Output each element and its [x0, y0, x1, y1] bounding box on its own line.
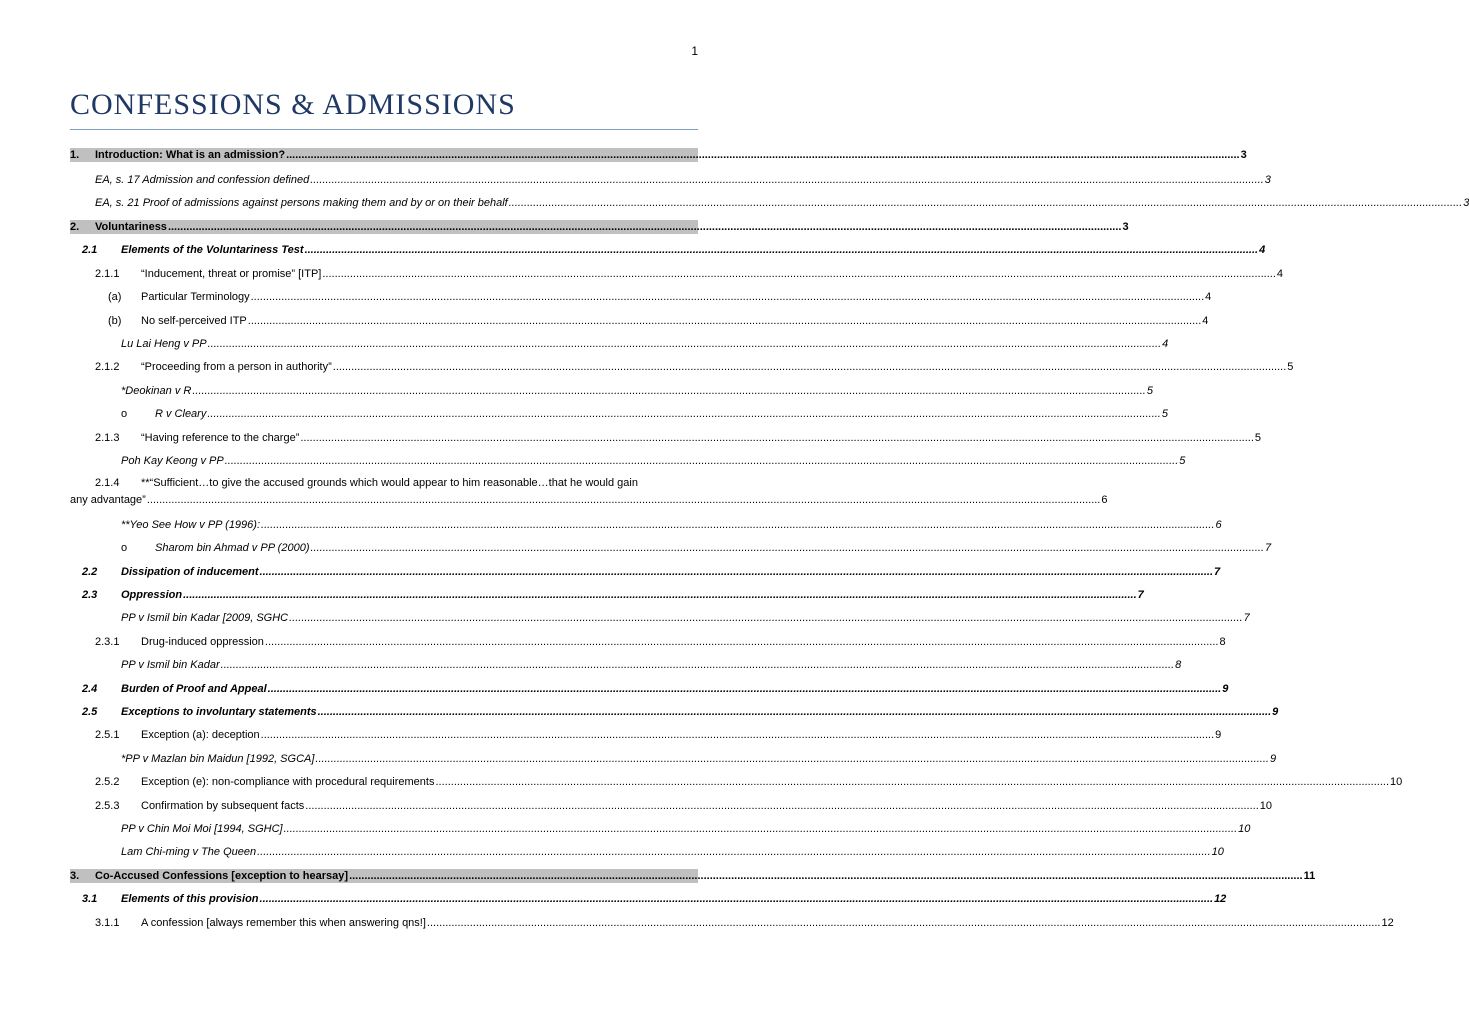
toc-entry-text: any advantage” — [70, 494, 146, 506]
toc-leader-dots — [315, 752, 1269, 766]
toc-entry-number: (b) — [108, 315, 122, 327]
toc-entry[interactable] — [70, 360, 1294, 374]
toc-entry-text: PP v Ismil bin Kadar — [121, 659, 220, 671]
toc-leader-dots — [435, 775, 1389, 789]
toc-entry-text: Exception (a): deception — [141, 729, 260, 741]
toc-entry-page: 4 — [1205, 291, 1212, 303]
toc-entry-number: 2.1 — [82, 244, 98, 256]
toc-entry[interactable] — [70, 752, 1277, 766]
toc-entry-page: 10 — [1238, 823, 1251, 835]
toc-entry-number: 2.3 — [82, 589, 98, 601]
toc-entry-number: 2.1.1 — [95, 268, 120, 280]
toc-leader-dots — [260, 892, 1214, 906]
toc-entry-text: Burden of Proof and Appeal — [121, 683, 267, 695]
toc-entry-page: 5 — [1254, 432, 1262, 444]
toc-entry[interactable] — [70, 565, 1221, 579]
toc-leader-dots — [284, 822, 1238, 836]
toc-entry-page: 7 — [1243, 612, 1250, 624]
toc-entry-page: 7 — [1265, 542, 1272, 554]
toc-entry-text: Exception (e): non-compliance with procedural requirements — [141, 776, 435, 788]
toc-entry[interactable] — [70, 173, 1271, 187]
toc-entry[interactable] — [70, 892, 1227, 906]
toc-entry-page: 4 — [1162, 338, 1169, 350]
toc-entry-text: Elements of this provision — [121, 893, 259, 905]
toc-entry-text: Poh Kay Keong v PP — [121, 455, 224, 467]
toc-entry-line — [95, 475, 698, 492]
toc-entry-page: 7 — [1214, 566, 1221, 578]
toc-entry-page: 9 — [1272, 706, 1279, 718]
toc-entry-line — [70, 492, 1108, 509]
toc-entry-text: EA, s. 17 Admission and confession defined — [95, 174, 310, 186]
toc-entry-page: 8 — [1175, 659, 1182, 671]
toc-entry-page: 12 — [1381, 917, 1394, 929]
toc-leader-dots — [305, 799, 1259, 813]
toc-entry-text: A confession [always remember this when answering qns!] — [141, 917, 426, 929]
toc-leader-dots — [305, 243, 1259, 257]
toc-leader-dots — [268, 682, 1222, 696]
toc-entry-number: 2.4 — [82, 683, 98, 695]
toc-entry-page: 10 — [1211, 846, 1224, 858]
toc-entry-number: o — [121, 542, 128, 554]
toc-entry-text: “Proceeding from a person in authority” — [141, 361, 332, 373]
toc-entry-page: 5 — [1161, 408, 1168, 420]
toc-entry[interactable] — [70, 290, 1212, 304]
toc-leader-dots — [257, 845, 1211, 859]
toc-entry[interactable] — [70, 611, 1250, 625]
toc-entry[interactable] — [70, 775, 1403, 789]
toc-entry-page: 10 — [1259, 800, 1273, 812]
toc-leader-dots — [289, 611, 1243, 625]
toc-entry-text: Co-Accused Confessions [exception to hearsay] — [95, 870, 349, 882]
toc-entry[interactable] — [70, 845, 1224, 859]
toc-entry-page: 5 — [1146, 385, 1153, 397]
toc-entry-number: 2.5.2 — [95, 776, 120, 788]
toc-leader-dots — [333, 360, 1287, 374]
toc-entry-text: Confirmation by subsequent facts — [141, 800, 305, 812]
toc-entry-number: 2. — [70, 221, 80, 233]
toc-leader-dots — [183, 588, 1137, 602]
toc-entry[interactable] — [70, 267, 1284, 281]
toc-entry-page: 5 — [1179, 455, 1186, 467]
toc-entry-text: Oppression — [121, 589, 183, 601]
toc-entry-text: EA, s. 21 Proof of admissions against persons making them and by or on their behalf — [95, 197, 508, 209]
toc-entry-page: 5 — [1287, 361, 1294, 373]
toc-leader-dots — [349, 869, 1303, 883]
toc-entry-text: Exceptions to involuntary statements — [121, 706, 317, 718]
toc-entry-page: 7 — [1137, 589, 1144, 601]
toc-entry-text: PP v Chin Moi Moi [1994, SGHC] — [121, 823, 283, 835]
toc-entry[interactable] — [70, 384, 1153, 398]
toc-entry-page: 4 — [1259, 244, 1266, 256]
toc-entry[interactable] — [70, 407, 1168, 421]
toc-entry[interactable] — [70, 337, 1169, 351]
toc-entry[interactable] — [70, 682, 1229, 696]
toc-entry[interactable] — [70, 588, 1144, 602]
toc-entry-text: R v Cleary — [155, 408, 207, 420]
toc-entry-text: Elements of the Voluntariness Test — [121, 244, 304, 256]
toc-entry-number: 3. — [70, 870, 80, 882]
toc-entry-text: Sharom bin Ahmad v PP (2000) — [155, 542, 310, 554]
toc-entry-text: Lam Chi-ming v The Queen — [121, 846, 257, 858]
toc-entry-number: 2.5.3 — [95, 800, 120, 812]
toc-leader-dots — [318, 705, 1272, 719]
toc-leader-dots — [208, 337, 1162, 351]
toc-entry-text: Voluntariness — [95, 221, 167, 233]
toc-entry-text: *Deokinan v R — [121, 385, 192, 397]
toc-entry-page: 3 — [1463, 197, 1469, 209]
toc-entry-page: 3 — [1264, 174, 1271, 186]
toc-leader-dots — [300, 431, 1254, 445]
toc-entry[interactable] — [70, 658, 1182, 672]
toc-leader-dots — [221, 658, 1175, 672]
toc-entry-text: **“Sufficient…to give the accused grounds which would appear to him reasonable…that he would gain — [141, 477, 638, 489]
toc-entry-number: 2.1.2 — [95, 361, 120, 373]
toc-leader-dots — [207, 407, 1161, 421]
toc-entry-page: 11 — [1303, 870, 1316, 882]
toc-entry-number: 3.1 — [82, 893, 98, 905]
toc-entry-number: 2.1.4 — [95, 477, 120, 489]
toc-leader-dots — [168, 220, 1122, 234]
toc-entry[interactable] — [70, 314, 1209, 328]
toc-entry[interactable] — [70, 454, 1186, 468]
toc-leader-dots — [248, 314, 1202, 328]
toc-entry-text: Introduction: What is an admission? — [95, 149, 286, 161]
page-number: 1 — [691, 44, 698, 58]
toc-entry-text: Lu Lai Heng v PP — [121, 338, 207, 350]
toc-entry[interactable] — [70, 431, 1262, 445]
toc-entry-page: 4 — [1276, 268, 1284, 280]
toc-entry[interactable] — [70, 518, 1222, 532]
toc-leader-dots — [427, 916, 1381, 930]
toc-entry-page: 9 — [1215, 729, 1222, 741]
toc-entry-page: 12 — [1214, 893, 1227, 905]
toc-leader-dots — [147, 492, 1101, 509]
toc-entry-page: 3 — [1240, 149, 1247, 161]
toc-entry[interactable] — [70, 541, 1272, 555]
toc-entry-text: *PP v Mazlan bin Maidun [1992, SGCA] — [121, 753, 315, 765]
toc-entry[interactable] — [70, 148, 1247, 162]
toc-entry[interactable] — [70, 475, 1108, 509]
toc-entry[interactable] — [70, 728, 1222, 742]
toc-leader-dots — [261, 518, 1215, 532]
toc-entry[interactable] — [70, 916, 1394, 930]
toc-entry-number: (a) — [108, 291, 122, 303]
toc-entry-text: Drug-induced oppression — [141, 636, 264, 648]
toc-entry-number: 2.1.3 — [95, 432, 120, 444]
toc-entry-text: No self-perceived ITP — [141, 315, 247, 327]
toc-entry[interactable] — [70, 635, 1226, 649]
toc-entry[interactable] — [70, 869, 1316, 883]
toc-entry-text: “Having reference to the charge” — [141, 432, 300, 444]
toc-entry-number: o — [121, 408, 128, 420]
toc-entry[interactable] — [70, 705, 1279, 719]
toc-entry-number: 2.3.1 — [95, 636, 120, 648]
toc-entry[interactable] — [70, 220, 1129, 234]
toc-entry-page: 8 — [1219, 636, 1226, 648]
toc-entry-text: Particular Terminology — [141, 291, 250, 303]
toc-entry[interactable] — [70, 822, 1251, 836]
toc-entry-page: 9 — [1269, 753, 1277, 765]
toc-entry-page: 10 — [1390, 776, 1403, 788]
toc-entry-page: 6 — [1101, 494, 1108, 506]
toc-leader-dots — [192, 384, 1146, 398]
toc-leader-dots — [260, 565, 1214, 579]
toc-entry-number: 2.5.1 — [95, 729, 120, 741]
toc-leader-dots — [509, 196, 1463, 210]
toc-entry-text: **Yeo See How v PP (1996): — [121, 519, 261, 531]
toc-leader-dots — [310, 173, 1264, 187]
toc-entry-number: 3.1.1 — [95, 917, 120, 929]
toc-leader-dots — [310, 541, 1264, 555]
toc-leader-dots — [225, 454, 1179, 468]
toc-entry-number: 1. — [70, 149, 80, 161]
toc-entry-number: 2.5 — [82, 706, 98, 718]
toc-leader-dots — [322, 267, 1276, 281]
toc-leader-dots — [286, 148, 1240, 162]
toc-entry[interactable] — [70, 196, 1469, 210]
toc-entry-page: 9 — [1222, 683, 1229, 695]
toc-entry-page: 3 — [1122, 221, 1129, 233]
document-title: CONFESSIONS & ADMISSIONS — [70, 88, 516, 121]
toc-leader-dots — [251, 290, 1205, 304]
toc-entry[interactable] — [70, 243, 1266, 257]
toc-entry-text: PP v Ismil bin Kadar [2009, SGHC — [121, 612, 289, 624]
toc-leader-dots — [261, 728, 1215, 742]
toc-entry-text: Dissipation of inducement — [121, 566, 259, 578]
toc-entry-number: 2.2 — [82, 566, 98, 578]
toc-entry-text: “Inducement, threat or promise” [ITP] — [141, 268, 322, 280]
toc-entry-page: 4 — [1202, 315, 1209, 327]
toc-entry-page: 6 — [1215, 519, 1222, 531]
toc-leader-dots — [265, 635, 1219, 649]
toc-entry[interactable] — [70, 799, 1273, 813]
title-divider — [70, 129, 698, 130]
